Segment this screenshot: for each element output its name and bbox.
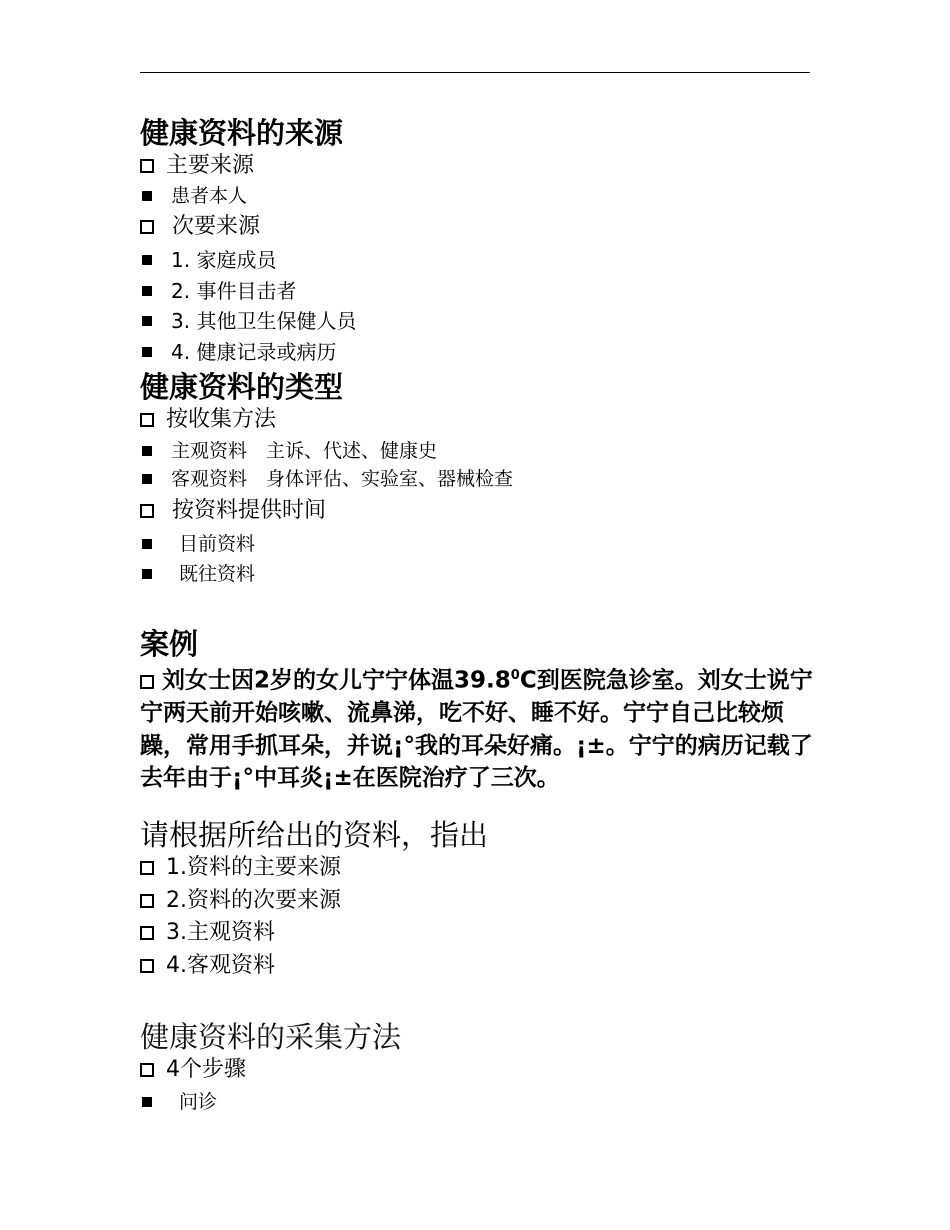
heading-methods: 健康资料的采集方法 (140, 1020, 402, 1054)
steps-label: 个步骤 (180, 1057, 247, 1082)
item-text: 客观资料 (187, 953, 276, 978)
sub-bullet-secondary-3 (140, 308, 356, 334)
filled-square-icon (142, 474, 152, 484)
item-number: 4. (166, 953, 187, 978)
label: 按收集方法 (166, 407, 277, 432)
bullet-secondary-source (140, 213, 260, 241)
item-number: 2. (171, 279, 191, 303)
item-text: 家庭成员 (196, 248, 277, 272)
filled-square-icon (142, 347, 152, 357)
sub-bullet-objective (140, 466, 513, 492)
filled-square-icon (142, 1097, 152, 1107)
bullet-primary-source (140, 152, 254, 180)
heading-types: 健康资料的类型 (140, 370, 344, 404)
item-number: 3. (166, 920, 187, 945)
label: 目前资料 (179, 533, 256, 555)
filled-square-icon (142, 255, 152, 265)
bullet-steps (140, 1056, 246, 1084)
case-text-part1: 刘女士因2岁的女儿宁宁体温39.8 (162, 667, 511, 694)
bullet-by-time (140, 497, 326, 525)
filled-square-icon (142, 286, 152, 296)
filled-square-icon (142, 191, 152, 201)
label: 问诊 (179, 1091, 218, 1113)
label: 主要来源 (166, 153, 255, 178)
label: 既往资料 (179, 563, 256, 585)
hollow-square-icon (140, 926, 154, 940)
sub-bullet-past (140, 561, 255, 587)
sub-bullet-secondary-4 (140, 339, 336, 365)
item-number: 2. (166, 888, 187, 913)
hollow-square-icon (140, 959, 154, 973)
question-item-1 (140, 854, 341, 882)
item-text: 健康记录或病历 (196, 340, 337, 364)
item-text: 主观资料 (187, 920, 276, 945)
steps-number: 4 (166, 1057, 180, 1082)
hollow-square-icon (140, 675, 154, 689)
case-question: 请根据所给出的资料，指出 (140, 818, 489, 852)
label: 次要来源 (172, 214, 261, 239)
hollow-square-icon (140, 159, 154, 173)
item-number: 4. (171, 340, 191, 364)
item-text: 事件目击者 (196, 279, 297, 303)
bullet-by-method (140, 406, 276, 434)
item-number: 1. (166, 855, 187, 880)
sub-bullet-subjective (140, 438, 437, 464)
case-text-part2: C到医院急诊室。刘女士说宁宁两天前开始咳嗽、流鼻涕，吃不好、睡不好。宁宁自己比较烦躁，常用手抓耳朵，并说¡°我的耳朵好痛。¡±。宁宁的病历记载了去年由于¡°中耳炎¡±在医院治疗了三次。 (140, 667, 813, 792)
top-rule (140, 72, 810, 73)
hollow-square-icon (140, 504, 154, 518)
item-number: 3. (171, 309, 191, 333)
sub-bullet-patient (140, 183, 247, 209)
sub-bullet-secondary-2 (140, 278, 296, 304)
superscript-degree: 0 (510, 668, 520, 683)
filled-square-icon (142, 316, 152, 326)
case-paragraph (140, 660, 820, 795)
label: 患者本人 (171, 185, 248, 207)
item-text: 其他卫生保健人员 (196, 309, 357, 333)
sub-bullet-current (140, 531, 255, 557)
filled-square-icon (142, 539, 152, 549)
item-text: 资料的主要来源 (187, 855, 342, 880)
item-number: 1. (171, 248, 191, 272)
heading-case: 案例 (140, 627, 199, 661)
label: 客观资料 身体评估、实验室、器械检查 (171, 468, 514, 490)
label: 主观资料 主诉、代述、健康史 (171, 440, 438, 462)
hollow-square-icon (140, 413, 154, 427)
question-item-4 (140, 952, 275, 980)
hollow-square-icon (140, 894, 154, 908)
filled-square-icon (142, 569, 152, 579)
label: 按资料提供时间 (172, 498, 327, 523)
hollow-square-icon (140, 220, 154, 234)
filled-square-icon (142, 446, 152, 456)
question-item-3 (140, 919, 275, 947)
sub-bullet-secondary-1 (140, 247, 276, 273)
hollow-square-icon (140, 1063, 154, 1077)
sub-bullet-inquiry (140, 1089, 217, 1115)
question-item-2 (140, 887, 341, 915)
hollow-square-icon (140, 861, 154, 875)
heading-sources: 健康资料的来源 (140, 116, 344, 150)
item-text: 资料的次要来源 (187, 888, 342, 913)
